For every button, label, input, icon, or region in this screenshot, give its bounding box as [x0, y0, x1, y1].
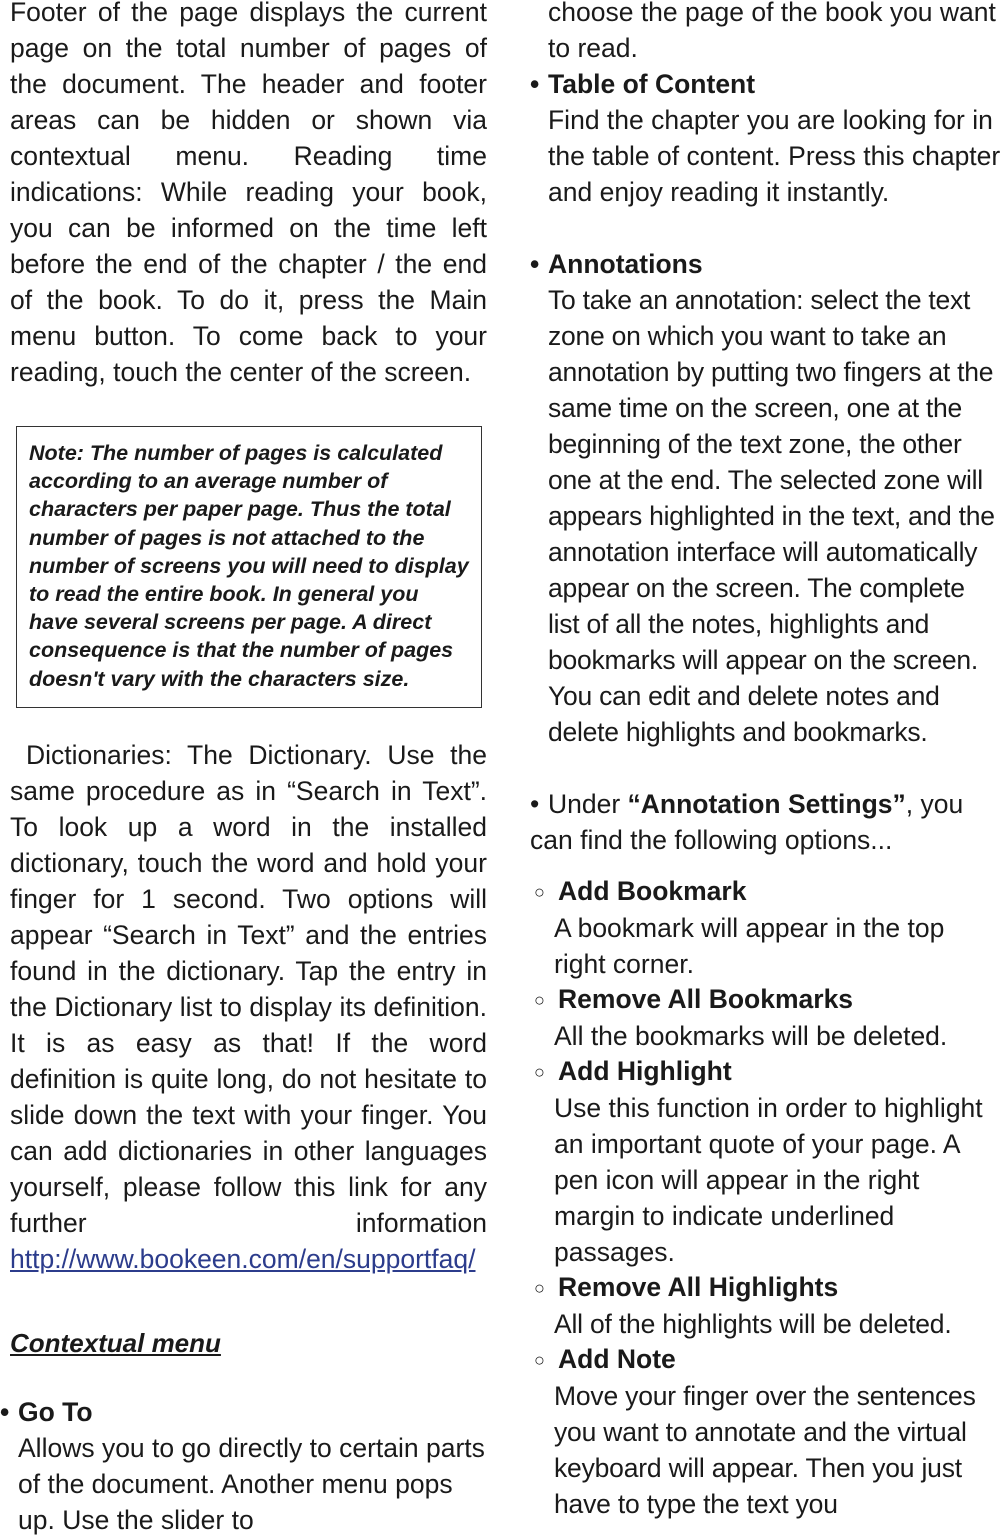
option-remove-all-highlights [534, 1269, 1003, 1342]
option-body: Use this function in order to highlight an important quote of your page. A pen icon will appear in the right margin to indicate underlined passages. [554, 1093, 983, 1267]
option-title: ○ Add Highlight [534, 1053, 1003, 1090]
option-title: ○ Remove All Bookmarks [534, 981, 1003, 1018]
option-body: A bookmark will appear in the top right corner. [554, 913, 945, 979]
goto-continued: choose the page of the book you want to read. [548, 0, 996, 63]
list-item-annotations [530, 246, 1003, 750]
circle-bullet-icon: ○ [534, 990, 545, 1010]
option-add-highlight [534, 1053, 1003, 1270]
paragraph-header-footer: Footer of the page displays the current page on the total number of pages of the document. The header and footer areas can be hidden or shown via contextual menu. Reading time indications: While reading your book, you can be informed on the time left before the end of the chapter / the end of the book. To do it, press the Main menu button. To come back to your reading, touch the center of the screen. [10, 0, 487, 387]
toc-body: Find the chapter you are looking for in the table of content. Press this chapter and enjoy reading it instantly. [548, 105, 1001, 207]
annotation-settings-label: “Annotation Settings” [627, 789, 906, 819]
toc-title: • Table of Content [530, 66, 1003, 102]
goto-body: Allows you to go directly to certain parts of the document. Another menu pops up. Use the slider to [18, 1433, 485, 1535]
option-body: All the bookmarks will be deleted. [554, 1021, 948, 1051]
circle-bullet-icon: ○ [534, 882, 545, 902]
option-remove-all-bookmarks [534, 981, 1003, 1054]
dictionaries-text: Dictionaries: The Dictionary. Use the same procedure as in “Search in Text”. To look up a word in the installed dictionary, touch the word and hold your finger for 1 second. Two options will appear “Search in Text” and the entries found in the dictionary. Tap the entry in the Dictionary list to display its definition. It is as easy as that! If the word definition is quite long, do not hesitate to slide down the text with your finger. You can add dictionaries in other languages yourself, please follow this link for any further information [10, 740, 487, 1238]
goto-title: • Go To [0, 1394, 487, 1430]
section-title-contextual-menu: Contextual menu [10, 1328, 221, 1358]
note-text: Note: The number of pages is calculated according to an average number of characters per paper page. Thus the total number of pages is not attached to the number of screens you will need to display to read the entire book. In general you have several screens per page. A direct consequence is that the number of pages doesn't vary with the characters size. [29, 441, 469, 691]
bullet-icon: • [530, 69, 540, 99]
support-link[interactable]: http://www.bookeen.com/en/supportfaq/ [10, 1244, 476, 1274]
bullet-icon: • [0, 1397, 10, 1427]
option-body: Move your finger over the sentences you want to annotate and the virtual keyboard will appear. Then you just have to type the text you [554, 1381, 976, 1519]
note-box [16, 426, 482, 708]
annotations-body: To take an annotation: select the text zone on which you want to take an annotation by putting two fingers at the same time on the screen, one at the beginning of the text zone, the other one at the end. The selected zone will appears highlighted in the text, and the annotation interface will automatically appear on the screen. The complete list of all the notes, highlights and bookmarks will appear on the screen. You can edit and delete notes and delete highlights and bookmarks. [548, 285, 995, 747]
list-item-annotation-settings [530, 786, 1003, 858]
annotation-settings-text: • Under “Annotation Settings”, you can find the following options... [530, 786, 1003, 858]
annotations-title: • Annotations [530, 246, 1003, 282]
option-title: ○ Add Note [534, 1341, 1003, 1378]
option-add-note [534, 1341, 1003, 1522]
option-title: ○ Add Bookmark [534, 873, 1003, 910]
paragraph-dictionaries [10, 737, 487, 1277]
circle-bullet-icon: ○ [534, 1062, 545, 1082]
list-item-toc [530, 66, 1003, 210]
option-body: All of the highlights will be deleted. [554, 1309, 952, 1339]
option-title: ○ Remove All Highlights [534, 1269, 1003, 1306]
bullet-icon: • [530, 249, 540, 279]
list-item-goto [0, 1394, 487, 1538]
circle-bullet-icon: ○ [534, 1278, 545, 1298]
option-add-bookmark [534, 873, 1003, 982]
bullet-icon: • [530, 789, 540, 819]
circle-bullet-icon: ○ [534, 1350, 545, 1370]
